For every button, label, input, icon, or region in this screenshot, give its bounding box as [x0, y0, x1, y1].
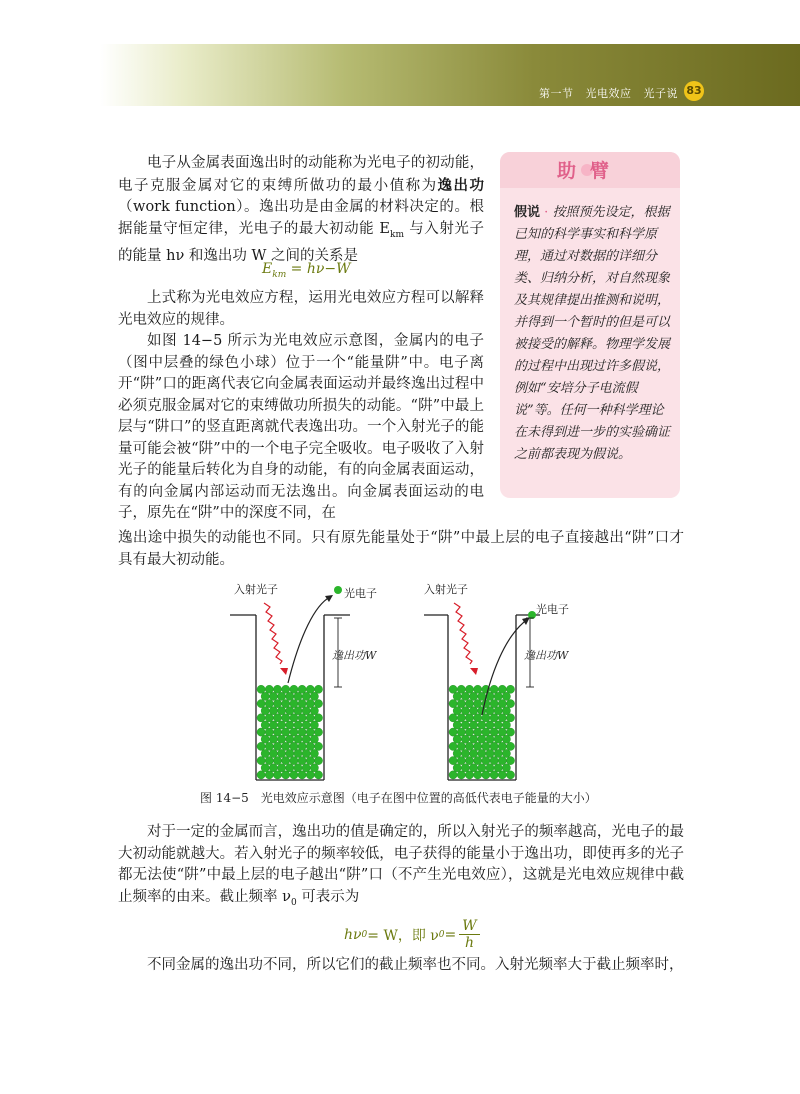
electron-ball — [457, 757, 465, 765]
left-well — [230, 586, 350, 780]
electron-ball — [457, 714, 465, 722]
electron-ball — [269, 735, 277, 743]
electron-ball — [490, 771, 498, 779]
electron-ball — [265, 685, 273, 693]
electron-ball — [265, 728, 273, 736]
electron-ball — [298, 685, 306, 693]
electron-ball — [465, 757, 473, 765]
electron-ball — [306, 714, 314, 722]
electron-ball — [298, 728, 306, 736]
electron-ball — [269, 707, 277, 715]
electron-ball — [461, 707, 469, 715]
electron-ball — [478, 721, 486, 729]
electron-ball — [257, 685, 265, 693]
electron-ball — [457, 771, 465, 779]
electron-ball — [257, 714, 265, 722]
electron-ball — [470, 764, 478, 772]
electron-ball — [506, 685, 514, 693]
electron-ball — [494, 749, 502, 757]
electron-ball — [314, 714, 322, 722]
figure-caption — [200, 789, 597, 806]
electron-ball — [294, 692, 302, 700]
electron-ball — [261, 735, 269, 743]
electron-ball — [449, 742, 457, 750]
electron-ball — [294, 735, 302, 743]
electron-ball — [482, 700, 490, 708]
right-well — [424, 603, 540, 780]
electron-ball — [449, 757, 457, 765]
electron-ball — [482, 742, 490, 750]
electron-ball — [474, 714, 482, 722]
electron-ball — [478, 764, 486, 772]
sidebar-note — [500, 152, 680, 498]
electron-ball — [457, 728, 465, 736]
electron-ball — [290, 771, 298, 779]
electron-ball — [453, 721, 461, 729]
electron-ball — [461, 749, 469, 757]
electron-ball — [486, 764, 494, 772]
electron-ball — [482, 757, 490, 765]
electron-ball — [269, 692, 277, 700]
electron-ball — [269, 764, 277, 772]
electron-ball — [461, 721, 469, 729]
electron-ball — [265, 757, 273, 765]
electron-ball — [278, 749, 286, 757]
electron-ball — [486, 707, 494, 715]
electron-ball — [490, 700, 498, 708]
electron-ball — [453, 692, 461, 700]
electron-ball — [286, 764, 294, 772]
electron-ball — [490, 757, 498, 765]
electron-ball — [298, 771, 306, 779]
electron-ball — [286, 735, 294, 743]
header-chapter-topic: 光子说 — [643, 87, 678, 100]
electron-ball — [494, 721, 502, 729]
electron-ball — [470, 692, 478, 700]
electron-ball — [278, 721, 286, 729]
electron-ball — [290, 742, 298, 750]
electron-ball — [294, 764, 302, 772]
running-header — [531, 85, 678, 101]
electron-ball — [265, 714, 273, 722]
electron-ball — [474, 742, 482, 750]
electron-ball — [498, 714, 506, 722]
electron-ball — [306, 771, 314, 779]
left-electrons — [257, 685, 323, 779]
electron-ball — [506, 757, 514, 765]
electron-ball — [261, 721, 269, 729]
electron-ball — [310, 735, 318, 743]
electron-ball — [502, 764, 510, 772]
electron-ball — [290, 685, 298, 693]
electron-ball — [474, 757, 482, 765]
electron-ball — [261, 707, 269, 715]
electron-ball — [498, 685, 506, 693]
sidebar-title: 助臂 — [556, 160, 623, 182]
electron-ball — [482, 714, 490, 722]
electron-ball — [449, 728, 457, 736]
electron-ball — [478, 692, 486, 700]
electron-ball — [257, 728, 265, 736]
electron-ball — [273, 742, 281, 750]
electron-ball — [502, 707, 510, 715]
electron-ball — [282, 757, 290, 765]
paragraph-5: 不同金属的逸出功不同，所以它们的截止频率也不同。入射光频率大于截止频率时， — [147, 957, 684, 973]
electron-ball — [310, 749, 318, 757]
electron-ball — [506, 700, 514, 708]
electron-ball — [257, 757, 265, 765]
left-work-label: 逸出功W — [332, 649, 377, 662]
electron-ball — [257, 742, 265, 750]
electron-ball — [306, 742, 314, 750]
electron-ball — [490, 685, 498, 693]
electron-ball — [257, 700, 265, 708]
electron-ball — [282, 728, 290, 736]
electron-ball — [453, 707, 461, 715]
electron-ball — [453, 749, 461, 757]
electron-ball — [306, 685, 314, 693]
electron-ball — [265, 700, 273, 708]
cutoff-frequency-formula: hν 0 = W，即 ν 0 = $\frac{W}{h}$ — [344, 918, 480, 951]
electron-ball — [502, 735, 510, 743]
electron-ball — [474, 685, 482, 693]
electron-ball — [278, 735, 286, 743]
electron-ball — [449, 700, 457, 708]
electron-ball — [470, 721, 478, 729]
electron-ball — [286, 721, 294, 729]
electron-ball — [261, 764, 269, 772]
electron-ball — [278, 764, 286, 772]
electron-ball — [302, 692, 310, 700]
electron-ball — [269, 749, 277, 757]
electron-ball — [294, 707, 302, 715]
right-work-label: 逸出功W — [524, 649, 569, 662]
left-photoelectron — [334, 586, 342, 594]
electron-ball — [257, 771, 265, 779]
electron-ball — [306, 728, 314, 736]
electron-ball — [461, 764, 469, 772]
page-number: 83 — [684, 81, 704, 101]
left-photon-arrowhead — [280, 668, 288, 675]
paragraph-1: 电子从金属表面逸出时的动能称为光电子的初动能，电子克服金属对它的束缚所做功的最小值称为逸出功（work function）。逸出功是由金属的材料决定的。根据能量守恒定律，光电子的最大初动能 $E_{km}$ 与入射光子的能量 hν 和逸出功 W 之间的关系是 — [118, 155, 485, 264]
electron-ball — [302, 749, 310, 757]
electron-ball — [474, 771, 482, 779]
paragraph-4: 对于一定的金属而言，逸出功的值是确定的，所以入射光子的频率越高，光电子的最大初动能就越大。若入射光子的频率较低，电子获得的能量小于逸出功，即使再多的光子都无法使“阱”中最上层的电子越出“阱”口（不产生光电效应），这就是光电效应规律中截止频率的由来。截止频率 $\nu_0$ 可表示为 — [118, 824, 684, 908]
photoelectric-diagram — [220, 575, 580, 785]
electron-ball — [461, 735, 469, 743]
electron-ball — [494, 692, 502, 700]
electron-ball — [498, 728, 506, 736]
electron-ball — [310, 721, 318, 729]
electron-ball — [457, 742, 465, 750]
electron-ball — [486, 735, 494, 743]
electron-ball — [506, 728, 514, 736]
right-electrons — [449, 685, 515, 779]
electron-ball — [486, 721, 494, 729]
term-work-function: 逸出功 — [437, 176, 485, 194]
electron-ball — [302, 707, 310, 715]
electron-ball — [461, 692, 469, 700]
electron-ball — [302, 735, 310, 743]
electron-ball — [449, 771, 457, 779]
electron-ball — [478, 735, 486, 743]
electron-ball — [302, 721, 310, 729]
paragraph-3: 如图 14−5 所示为光电效应示意图，金属内的电子（图中层叠的绿色小球）位于一个“能量阱”中。电子离开“阱”口的距离代表它向金属表面运动并最终逸出过程中必须克服金属对它的束缚做功所损失的动能。“阱”中最上层与“阱口”的竖直距离就代表逸出功。一个入射光子的能量可能会被“阱”中的一个电子完全吸收。电子吸收了入射光子的能量后转化为自身的动能，有的向金属表面运动，有的向金属内部运动而无法逸出。向金属表面运动的电子，原先在“阱”中的深度不同，在 — [118, 333, 484, 521]
electron-ball — [486, 749, 494, 757]
electron-ball — [502, 749, 510, 757]
electron-ball — [294, 721, 302, 729]
electron-ball — [470, 735, 478, 743]
electron-ball — [482, 771, 490, 779]
sidebar-bullet: · — [544, 205, 549, 220]
electron-ball — [298, 714, 306, 722]
sidebar-body — [514, 202, 672, 466]
electron-ball — [502, 721, 510, 729]
electron-ball — [502, 692, 510, 700]
electron-ball — [474, 728, 482, 736]
electron-ball — [465, 728, 473, 736]
electron-ball — [314, 771, 322, 779]
electron-ball — [273, 700, 281, 708]
sidebar-text: 按照预先设定，根据已知的科学事实和科学原理，通过对数据的详细分类、归纳分析，对自然现象及其规律提出推测和说明，并得到一个暂时的但是可以被接受的解释。物理学发展的过程中出现过许多假说，例如“安培分子电流假说”等。任何一种科学理论在未得到进一步的实验确证之前都表现为假说。 — [514, 205, 671, 462]
header-section: 第一节 — [539, 87, 574, 100]
electron-ball — [282, 714, 290, 722]
electron-ball — [278, 707, 286, 715]
electron-ball — [482, 728, 490, 736]
electron-ball — [261, 749, 269, 757]
electron-ball — [478, 749, 486, 757]
electron-ball — [494, 764, 502, 772]
electron-ball — [298, 757, 306, 765]
electron-ball — [498, 771, 506, 779]
left-path-arrowhead — [325, 595, 333, 602]
electron-ball — [449, 685, 457, 693]
electron-ball — [273, 757, 281, 765]
photoelectric-equation: $E_{km} = h\nu-W$ — [262, 261, 351, 280]
electron-ball — [282, 742, 290, 750]
electron-ball — [490, 728, 498, 736]
electron-ball — [306, 700, 314, 708]
electron-ball — [298, 742, 306, 750]
left-photon-wave — [264, 603, 282, 664]
electron-ball — [286, 749, 294, 757]
right-electron-label: 光电子 — [536, 603, 569, 616]
electron-ball — [465, 771, 473, 779]
electron-ball — [314, 700, 322, 708]
electron-ball — [273, 728, 281, 736]
electron-ball — [282, 685, 290, 693]
electron-ball — [506, 742, 514, 750]
electron-ball — [302, 764, 310, 772]
electron-ball — [310, 707, 318, 715]
electron-ball — [506, 771, 514, 779]
electron-ball — [314, 728, 322, 736]
electron-ball — [465, 700, 473, 708]
right-photon-label: 入射光子 — [424, 583, 468, 596]
electron-ball — [310, 764, 318, 772]
electron-ball — [265, 742, 273, 750]
electron-ball — [269, 721, 277, 729]
electron-ball — [273, 685, 281, 693]
electron-ball — [278, 692, 286, 700]
electron-ball — [290, 757, 298, 765]
right-photon-wave — [454, 603, 472, 664]
electron-ball — [453, 735, 461, 743]
electron-ball — [465, 685, 473, 693]
electron-ball — [265, 771, 273, 779]
electron-ball — [457, 700, 465, 708]
electron-ball — [273, 771, 281, 779]
figure-caption-text: 光电效应示意图（电子在图中位置的高低代表电子能量的大小） — [260, 791, 597, 805]
electron-ball — [298, 700, 306, 708]
electron-ball — [494, 707, 502, 715]
electron-ball — [470, 749, 478, 757]
paragraph-2: 上式称为光电效应方程，运用光电效应方程可以解释光电效应的规律。 — [118, 290, 484, 328]
electron-ball — [314, 757, 322, 765]
left-photon-label: 入射光子 — [234, 583, 278, 596]
electron-ball — [474, 700, 482, 708]
sidebar-term: 假说 — [514, 205, 541, 220]
left-electron-label: 光电子 — [344, 587, 377, 600]
right-photon-arrowhead — [470, 668, 478, 675]
electron-ball — [453, 764, 461, 772]
electron-ball — [286, 692, 294, 700]
figure-14-5 — [220, 575, 580, 789]
electron-ball — [314, 685, 322, 693]
electron-ball — [506, 714, 514, 722]
electron-ball — [449, 714, 457, 722]
electron-ball — [498, 700, 506, 708]
electron-ball — [470, 707, 478, 715]
electron-ball — [314, 742, 322, 750]
electron-ball — [465, 742, 473, 750]
electron-ball — [457, 685, 465, 693]
paragraph-3-continued: 逸出途中损失的动能也不同。只有原先能量处于“阱”中最上层的电子直接越出“阱”口才具有最大初动能。 — [118, 530, 684, 568]
electron-ball — [286, 707, 294, 715]
electron-ball — [282, 700, 290, 708]
fraction: $\frac{W}{h}$ — [459, 918, 479, 951]
electron-ball — [310, 692, 318, 700]
electron-ball — [290, 728, 298, 736]
electron-ball — [498, 742, 506, 750]
electron-ball — [465, 714, 473, 722]
header-topic: 光电效应 — [585, 87, 632, 100]
electron-ball — [490, 742, 498, 750]
electron-ball — [490, 714, 498, 722]
electron-ball — [290, 714, 298, 722]
figure-number: 图 14−5 — [200, 791, 249, 805]
electron-ball — [282, 771, 290, 779]
electron-ball — [290, 700, 298, 708]
electron-ball — [498, 757, 506, 765]
electron-ball — [273, 714, 281, 722]
electron-ball — [261, 692, 269, 700]
electron-ball — [494, 735, 502, 743]
electron-ball — [306, 757, 314, 765]
electron-ball — [294, 749, 302, 757]
